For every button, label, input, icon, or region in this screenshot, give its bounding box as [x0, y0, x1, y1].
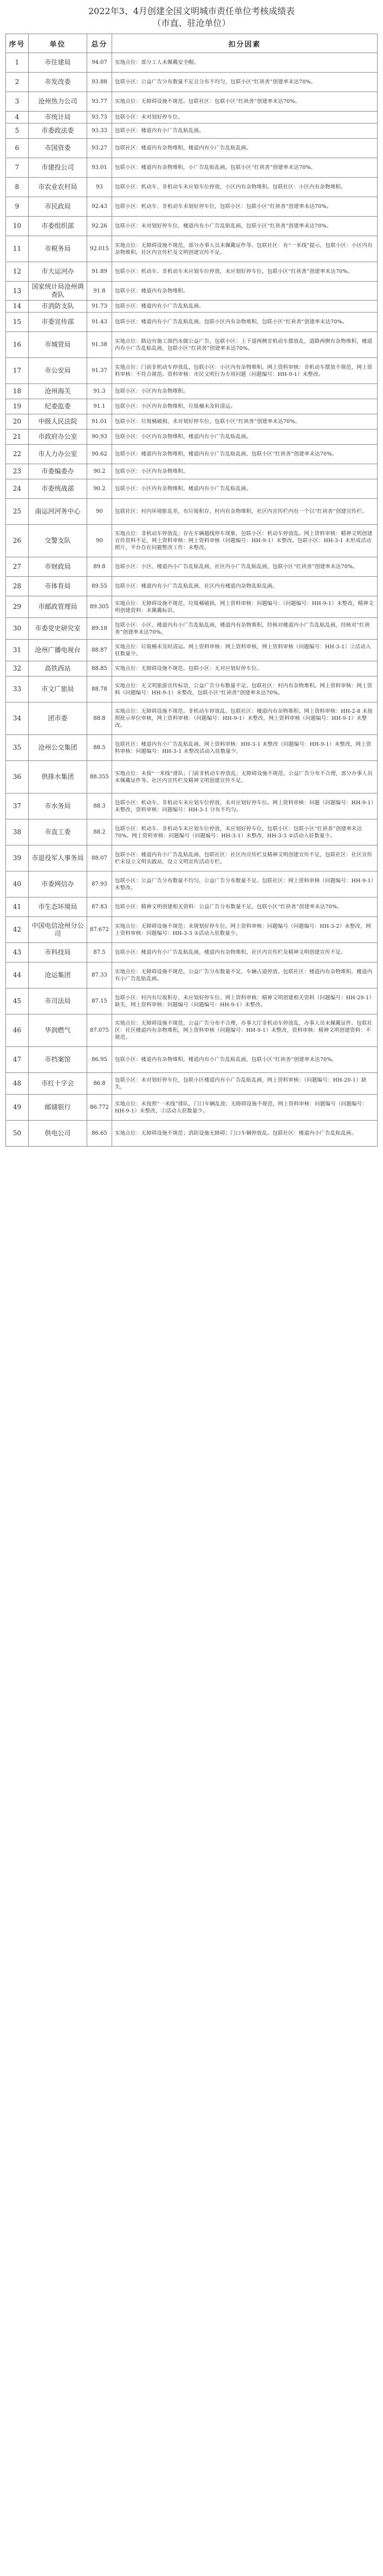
row-unit: 市委组织部 — [29, 217, 87, 236]
row-reason: 包联小区：楼道内有杂物堆积，楼道内有小广告乱贴乱画，包联小区“红袂善”创建率未达70%。 — [112, 1047, 378, 1073]
row-reason: 包联小区：楼道内有小广告乱贴乱画，楼道内有杂物堆积，社区内宣传栏及精神文明创建宣传不足。 — [112, 943, 378, 962]
row-seq: 9 — [6, 197, 29, 217]
row-unit: 沧州热力公司 — [29, 92, 87, 112]
row-seq: 32 — [6, 661, 29, 676]
row-seq: 19 — [6, 399, 29, 414]
table-row — [6, 217, 378, 236]
table-row — [6, 640, 378, 661]
row-seq: 7 — [6, 158, 29, 178]
row-unit: 市大运河办 — [29, 262, 87, 282]
row-score: 90.93 — [87, 430, 112, 445]
table-row — [6, 557, 378, 577]
page-title: 2022年3、4月创建全国文明城市责任单位考核成绩表 — [88, 6, 295, 16]
table-row — [6, 845, 378, 871]
row-seq: 43 — [6, 943, 29, 962]
row-reason: 实地点位：路边有施工围挡未做公益广告，包联小区：上下道两侧非机动车摆放乱，道路两侧有杂物堆积，楼道内有小广告乱贴乱画，包联小区“红袂善”创建率未达70%。 — [112, 332, 378, 358]
table-row — [6, 139, 378, 158]
row-unit: 市民政局 — [29, 197, 87, 217]
table-row — [6, 92, 378, 112]
table-row — [6, 761, 378, 793]
table-row — [6, 735, 378, 761]
row-reason: 包联小区：垃圾桶破损，未对划好停车位，包联小区“红袂善”创建率未达70%。 — [112, 414, 378, 430]
table-row — [6, 53, 378, 73]
row-score: 91.73 — [87, 301, 112, 313]
row-score: 92.26 — [87, 217, 112, 236]
row-score: 86.65 — [87, 1121, 112, 1147]
row-score: 88.3 — [87, 793, 112, 819]
row-score: 89.305 — [87, 596, 112, 618]
row-reason: 实地点位：无障碍设施不规范，公益广告分布不合理，办事大厅非机动车停放乱，办事人员未佩戴证件。包联社区：社区楼道内有杂物堆积，网上资料审核（问题编号：HH-9-1）未整改，资料审核：精神文明创建资料：不规范。 — [112, 1014, 378, 1047]
table-row — [6, 525, 378, 557]
row-seq: 14 — [6, 301, 29, 313]
table-body — [6, 53, 378, 1147]
row-score: 86.8 — [87, 1073, 112, 1095]
row-seq: 40 — [6, 871, 29, 897]
table-row — [6, 1073, 378, 1095]
row-seq: 31 — [6, 640, 29, 661]
row-score: 87.15 — [87, 988, 112, 1014]
row-score: 91.38 — [87, 332, 112, 358]
row-seq: 42 — [6, 917, 29, 943]
row-score: 93.33 — [87, 123, 112, 139]
table-row — [6, 158, 378, 178]
row-seq: 38 — [6, 819, 29, 845]
table-row — [6, 1014, 378, 1047]
row-score: 90 — [87, 499, 112, 525]
row-reason: 包联小区：楼道内有小广告乱贴乱画。 — [112, 123, 378, 139]
table-row — [6, 282, 378, 301]
table-row — [6, 897, 378, 917]
row-seq: 37 — [6, 793, 29, 819]
table-row — [6, 399, 378, 414]
table-row — [6, 178, 378, 197]
row-unit: 市科技局 — [29, 943, 87, 962]
table-row — [6, 301, 378, 313]
row-seq: 8 — [6, 178, 29, 197]
row-seq: 25 — [6, 499, 29, 525]
row-score: 88.2 — [87, 819, 112, 845]
row-unit: 沧州海关 — [29, 384, 87, 399]
row-seq: 4 — [6, 112, 29, 123]
row-seq: 26 — [6, 525, 29, 557]
row-unit: 市红十字会 — [29, 1073, 87, 1095]
row-seq: 41 — [6, 897, 29, 917]
row-score: 91.1 — [87, 399, 112, 414]
row-reason: 包联社区：楼道内有小广告乱贴乱画，网上资料审核：HH-3-1 未整改（问题编号：HH-9-1）未整改，网上资料审核：问题编号：HH-3-1 未整改活动入驻数量少。 — [112, 735, 378, 761]
row-reason: 包联小区：小区、楼道内小广告乱贴乱画，社区内小广告乱贴乱画，包联小区“红袂善”创建率未达70%。 — [112, 557, 378, 577]
score-table — [5, 34, 378, 1147]
row-seq: 33 — [6, 676, 29, 702]
table-row — [6, 618, 378, 640]
row-reason: 包联小区：机动车、非机动车未划好停车位，包联小区：包联小区“红袂善”创建率未达70%。 — [112, 197, 378, 217]
table-row — [6, 499, 378, 525]
page-subtitle: （市直、驻沧单位） — [152, 18, 231, 28]
table-row — [6, 313, 378, 332]
table-row — [6, 112, 378, 123]
table-row — [6, 943, 378, 962]
row-unit: 市税务局 — [29, 236, 87, 262]
row-reason: 实地点位：无障碍设施不规范，部分办事人员未佩戴证件等。包联社区：有“一米线”提示，包联小区：小区内有杂物堆积，社区内宣传栏及文明创建宣传不足。 — [112, 236, 378, 262]
row-unit: 市人力办公室 — [29, 445, 87, 464]
row-score: 88.85 — [87, 661, 112, 676]
row-unit: 团市委 — [29, 702, 87, 735]
row-score: 93.01 — [87, 158, 112, 178]
table-row — [6, 236, 378, 262]
table-row — [6, 73, 378, 92]
row-reason: 包联小区：公益广告分布数量不均匀，公益广告分布数量不足。包联社区：网上资料审核（问题编号：HH-9-1）未整改。 — [112, 871, 378, 897]
row-score: 91.89 — [87, 262, 112, 282]
row-reason: 实地点位：无障碍设施不规范；消防设施无障碍；门口车辆停放乱。包联社区：楼道内小广告乱贴乱画。 — [112, 1121, 378, 1147]
row-reason: 包联小区：未对划好停车位，包联小区楼道内有小广告乱贴乱画，网上资料审核：（问题编号：HH-20-1）缺失。 — [112, 1073, 378, 1095]
row-seq: 20 — [6, 414, 29, 430]
row-seq: 36 — [6, 761, 29, 793]
row-unit: 市国资委 — [29, 139, 87, 158]
row-seq: 6 — [6, 139, 29, 158]
row-reason: 包联社区：村内环境脏乱差，有垃圾积存，村内有杂物堆积，社区内宣传栏内有一个以“红袂善”创建宣传栏。 — [112, 499, 378, 525]
row-reason: 包联小区：楼道内有杂物堆积。 — [112, 282, 378, 301]
row-score: 88.07 — [87, 845, 112, 871]
row-unit: 沧州公交集团 — [29, 735, 87, 761]
row-unit: 南运河河务中心 — [29, 499, 87, 525]
row-unit: 市建投公司 — [29, 158, 87, 178]
row-unit: 沧运集团 — [29, 962, 87, 988]
row-reason: 包联小区：楼道内有杂物堆积，楼道内有小广告乱贴乱画，包联小区“红袂善”创建率未达70%。 — [112, 445, 378, 464]
row-score: 93.73 — [87, 112, 112, 123]
row-unit: 市消防支队 — [29, 301, 87, 313]
row-unit: 邮储银行 — [29, 1095, 87, 1121]
row-score: 87.5 — [87, 943, 112, 962]
row-score: 92.43 — [87, 197, 112, 217]
row-unit: 市档案馆 — [29, 1047, 87, 1073]
row-seq: 47 — [6, 1047, 29, 1073]
row-score: 89.8 — [87, 557, 112, 577]
row-seq: 46 — [6, 1014, 29, 1047]
row-seq: 15 — [6, 313, 29, 332]
row-seq: 28 — [6, 577, 29, 596]
table-row — [6, 445, 378, 464]
row-unit: 市公安局 — [29, 358, 87, 384]
row-seq: 30 — [6, 618, 29, 640]
table-row — [6, 819, 378, 845]
row-reason: 实地点位：未按“一米线”排队；门前非机动车停放乱；无障碍设施不规范，公益广告分布不合理，部分办事人员未佩戴证件等。社区内宣传栏及精神文明创建宣传不足。 — [112, 761, 378, 793]
row-unit: 市财政局 — [29, 557, 87, 577]
table-row — [6, 871, 378, 897]
row-score: 88.87 — [87, 640, 112, 661]
row-reason: 实地点位：无障碍设施不规范；未规划好停车位。网上资料审核：问题编号（问题编号：HH-3-2）未整改，网上资料审核：问题编号：HH-3-3 ②活动入驻数量少。 — [112, 917, 378, 943]
row-score: 89.55 — [87, 577, 112, 596]
row-reason: 包联小区：机动车、非机动车未应划车位停放，未应划好停车位，包联小区：包联小区“红袂善”创建率未达70%。网上资料审核：问题编号（问题编号：HH-3-1）未整改，HH-3-3 ②活动入驻数量少。 — [112, 819, 378, 845]
row-seq: 16 — [6, 332, 29, 358]
row-unit: 高铁西站 — [29, 661, 87, 676]
row-reason: 包联小区：未对划好停车位。 — [112, 112, 378, 123]
row-unit: 市直工委 — [29, 819, 87, 845]
row-score: 87.075 — [87, 1014, 112, 1047]
row-unit: 市住建局 — [29, 53, 87, 73]
table-row — [6, 464, 378, 479]
table-row — [6, 123, 378, 139]
col-score-header: 总分 — [87, 34, 112, 53]
table-header-row — [6, 34, 378, 53]
row-reason: 实地点位：无障碍设施不规范。非机动车停放乱。包联社区：楼道内有杂物堆积。网上资料审核：HH-2-8 未按照批示单位审核，网上资料审核：（问题编号：HH-9-1）未整改，网上资料审核（问题编号：HH-9-1）未整改。 — [112, 702, 378, 735]
row-unit: 市生态环境局 — [29, 897, 87, 917]
row-seq: 5 — [6, 123, 29, 139]
row-score: 89.18 — [87, 618, 112, 640]
row-reason: 包联小区：小区、楼道内有小广告乱贴乱画，楼道内有杂物堆积，经核对楼道内小广告乱贴乱画，经核对“红袂善”创建率未达70%。 — [112, 618, 378, 640]
row-unit: 市农业农村局 — [29, 178, 87, 197]
row-unit: 市城管局 — [29, 332, 87, 358]
row-reason: 包联小区：小区内有杂物堆积，楼道内有小广告乱贴乱画。 — [112, 430, 378, 445]
row-reason: 实地点位：无障碍设施不规范。包联小区：无对应划好停车位。 — [112, 661, 378, 676]
row-unit: 供排水集团 — [29, 761, 87, 793]
table-row — [6, 962, 378, 988]
row-unit: 交警支队 — [29, 525, 87, 557]
table-row — [6, 596, 378, 618]
table-row — [6, 384, 378, 399]
row-seq: 48 — [6, 1073, 29, 1095]
row-reason: 包联小区：小区内有杂物堆积，楼道内有小广告乱贴乱画。 — [112, 479, 378, 499]
row-reason: 包联社区：楼道内有杂物堆积，楼道内有小广告乱贴乱画。 — [112, 139, 378, 158]
row-reason: 实地点位：非机动车停放乱；存在车辆越线停车现象，包联小区：机动车停放乱。网上资料审核：精神文明创建宣传资料不足，网上资料审核：网上资料审核（问题编号：HH-9-1）未整改。包联小区：HH-3-1 未形成活动照片，平台存在问题整改工作：未整改。 — [112, 525, 378, 557]
row-reason: 包联小区：机动车、非机动车未应划车位停放，未应划好停车位，包联小区“红袂善”创建率未达70%。 — [112, 262, 378, 282]
row-reason: 包联小区：机动车、非机动车未应划车位停放，未对应划好停车位。网上资料审核：问题（问题编号：HH-9-1）未整改，资料审核：问题编号：HH-3-1 分布不均匀。 — [112, 793, 378, 819]
col-unit-header: 单位 — [29, 34, 87, 53]
row-score: 93.77 — [87, 92, 112, 112]
table-row — [6, 430, 378, 445]
table-row — [6, 1047, 378, 1073]
row-score: 91.01 — [87, 414, 112, 430]
row-reason: 实地点位：无障碍设施不规范，垃圾桶破损。网上资料审核：问题编号：（问题编号：HH-9-1）未整改，精神文明创建资料：未佩戴标识。 — [112, 596, 378, 618]
row-score: 87.672 — [87, 917, 112, 943]
row-score: 90.2 — [87, 464, 112, 479]
row-seq: 44 — [6, 962, 29, 988]
row-unit: 市委党史研究室 — [29, 618, 87, 640]
row-reason: 包联小区：小区内有杂物堆积，垃圾桶未及时清运。 — [112, 399, 378, 414]
table-row — [6, 988, 378, 1014]
row-seq: 13 — [6, 282, 29, 301]
row-unit: 市政府办公室 — [29, 430, 87, 445]
row-unit: 市退役军人事务局 — [29, 845, 87, 871]
table-row — [6, 1121, 378, 1147]
table-row — [6, 702, 378, 735]
row-reason: 包联小区：精神文明创建相关资料：公益广告分布数量不足，包联小区“红袂善”创建率未达70%。 — [112, 897, 378, 917]
row-unit: 市委统战部 — [29, 479, 87, 499]
row-reason: 实地点位：部分工人未佩戴安全帽。 — [112, 53, 378, 73]
row-unit: 市委政法委 — [29, 123, 87, 139]
row-reason: 包联小区：楼道内有杂物堆积，小广告乱贴乱画，包联小区“红袂善”创建率未达70%。 — [112, 158, 378, 178]
row-reason: 包联小区：楼道内有小广告乱贴乱画，包联小区内有杂物堆积，包联小区“红袂善”创建率未达70%。 — [112, 313, 378, 332]
row-seq: 17 — [6, 358, 29, 384]
row-unit: 国家统计局沧州调查队 — [29, 282, 87, 301]
table-row — [6, 358, 378, 384]
row-unit: 供电公司 — [29, 1121, 87, 1147]
table-row — [6, 676, 378, 702]
row-reason: 实地点位：未按照“一米线”排队，门口车辆乱放；无障碍设施不规范，网上资料审核：问题编号（问题编号：HH-9-1）未整改，②活动入驻数量少。 — [112, 1095, 378, 1121]
row-unit: 市委网信办 — [29, 871, 87, 897]
row-score: 91.37 — [87, 358, 112, 384]
table-row — [6, 414, 378, 430]
table-row — [6, 1095, 378, 1121]
row-seq: 21 — [6, 430, 29, 445]
row-score: 91.43 — [87, 313, 112, 332]
row-reason: 实地点位：无文明旅游宣传标语，公益广告分布数量不足。包联社区：村内有杂物堆积。网上资料审核：网上资料（问题编号：HH-9-1）未整改，包联小区“红袂善”创建率未达70%。 — [112, 676, 378, 702]
row-score: 91.3 — [87, 384, 112, 399]
row-seq: 35 — [6, 735, 29, 761]
row-score: 94.07 — [87, 53, 112, 73]
row-reason: 包联小区：机动车、非机动车未应划车位停放，小区内有杂物堆积。包联社区：小区内有杂物堆积。 — [112, 178, 378, 197]
row-score: 93.88 — [87, 73, 112, 92]
row-unit: 市委宣传部 — [29, 313, 87, 332]
row-unit: 中级人民法院 — [29, 414, 87, 430]
table-row — [6, 332, 378, 358]
table-row — [6, 262, 378, 282]
row-unit: 市体育局 — [29, 577, 87, 596]
row-seq: 3 — [6, 92, 29, 112]
table-row — [6, 479, 378, 499]
row-seq: 34 — [6, 702, 29, 735]
row-score: 88.355 — [87, 761, 112, 793]
row-score: 90.2 — [87, 479, 112, 499]
table-row — [6, 917, 378, 943]
row-unit: 市司法局 — [29, 988, 87, 1014]
row-score: 93.27 — [87, 139, 112, 158]
row-unit: 市统计局 — [29, 112, 87, 123]
row-unit: 市邮政管理局 — [29, 596, 87, 618]
row-seq: 27 — [6, 557, 29, 577]
row-unit: 市发改委 — [29, 73, 87, 92]
row-seq: 29 — [6, 596, 29, 618]
row-score: 88.78 — [87, 676, 112, 702]
row-reason: 包联小区：村内有垃圾积存，未应划好停车位。网上资料审核：精神文明创建相关资料（问题编号：HH-29-1）缺失，网上资料审核：问题编号（问题编号：HH-9-1）未整改。 — [112, 988, 378, 1014]
row-seq: 50 — [6, 1121, 29, 1147]
table-row — [6, 577, 378, 596]
row-seq: 23 — [6, 464, 29, 479]
row-score: 93 — [87, 178, 112, 197]
row-score: 87.33 — [87, 962, 112, 988]
row-reason: 实地点位：无障碍设施不规范。包联社区：包联小区“红袂善”创建率未达70%。 — [112, 92, 378, 112]
row-unit: 纪委监委 — [29, 399, 87, 414]
row-seq: 45 — [6, 988, 29, 1014]
row-unit: 市文广旅局 — [29, 676, 87, 702]
table-row — [6, 197, 378, 217]
row-seq: 49 — [6, 1095, 29, 1121]
page — [0, 0, 383, 1152]
row-seq: 12 — [6, 262, 29, 282]
row-reason: 包联小区：小区内有杂物堆积。 — [112, 384, 378, 399]
row-score: 91.8 — [87, 282, 112, 301]
row-reason: 包联小区：小区内有杂物堆积。 — [112, 464, 378, 479]
row-reason: 实地点位：无障碍设施不规范，公益广告分布数量不足，车辆占道停放。包联社区：楼道内有杂物堆积，楼道内有小广告乱贴乱画。 — [112, 962, 378, 988]
row-unit: 市委编委办 — [29, 464, 87, 479]
row-score: 86.95 — [87, 1047, 112, 1073]
table-row — [6, 661, 378, 676]
row-score: 87.93 — [87, 871, 112, 897]
row-reason: 包联小区：楼道内有小广告乱贴乱画。 — [112, 301, 378, 313]
row-seq: 10 — [6, 217, 29, 236]
row-seq: 22 — [6, 445, 29, 464]
row-unit: 市水务局 — [29, 793, 87, 819]
row-seq: 1 — [6, 53, 29, 73]
col-seq-header: 序号 — [6, 34, 29, 53]
row-seq: 18 — [6, 384, 29, 399]
row-score: 88.5 — [87, 735, 112, 761]
row-score: 86.772 — [87, 1095, 112, 1121]
row-seq: 24 — [6, 479, 29, 499]
row-reason: 包联小区：公益广告分布数量不足且分布不均匀，包联小区“红袂善”创建率未达70%。 — [112, 73, 378, 92]
row-seq: 11 — [6, 236, 29, 262]
row-reason: 包联小区：楼道内有小广告乱贴乱画，包联社区：社区内宣传栏及精神文明创建宣传不足，包联社区：社区宣传栏未设立文明实践站，设立文明宣传活动专栏。 — [112, 845, 378, 871]
row-score: 92.015 — [87, 236, 112, 262]
row-reason: 包联小区：未对划好停车位，楼道内有小广告乱贴乱画，包联小区“红袂善”创建率未达70%。 — [112, 217, 378, 236]
row-unit: 华润燃气 — [29, 1014, 87, 1047]
row-seq: 39 — [6, 845, 29, 871]
col-reason-header: 扣分因素 — [112, 34, 378, 53]
row-reason: 实地点位：垃圾桶未及时清运。网上资料审核：网上资料审核，网上资料审核（问题编号：HH-3-1）②活动入驻数量少。 — [112, 640, 378, 661]
row-seq: 2 — [6, 73, 29, 92]
row-unit: 中国电信沧州分公司 — [29, 917, 87, 943]
table-row — [6, 793, 378, 819]
row-score: 88.8 — [87, 702, 112, 735]
row-unit: 沧州广播电视台 — [29, 640, 87, 661]
row-score: 87.83 — [87, 897, 112, 917]
row-reason: 实地点位：门前非机动车停放乱，包联小区：小区内有杂物堆积。网上资料审核：非机动车摆放不规范，网上资料审核：不符合规范。资料审核：市民文明行为专项问题（问题编号：HH-9-1）未整改。 — [112, 358, 378, 384]
row-reason: 包联小区：楼道内有小广告乱贴乱画，社区内有楼道内杂物乱贴乱画。 — [112, 577, 378, 596]
row-score: 90 — [87, 525, 112, 557]
row-score: 90.62 — [87, 445, 112, 464]
